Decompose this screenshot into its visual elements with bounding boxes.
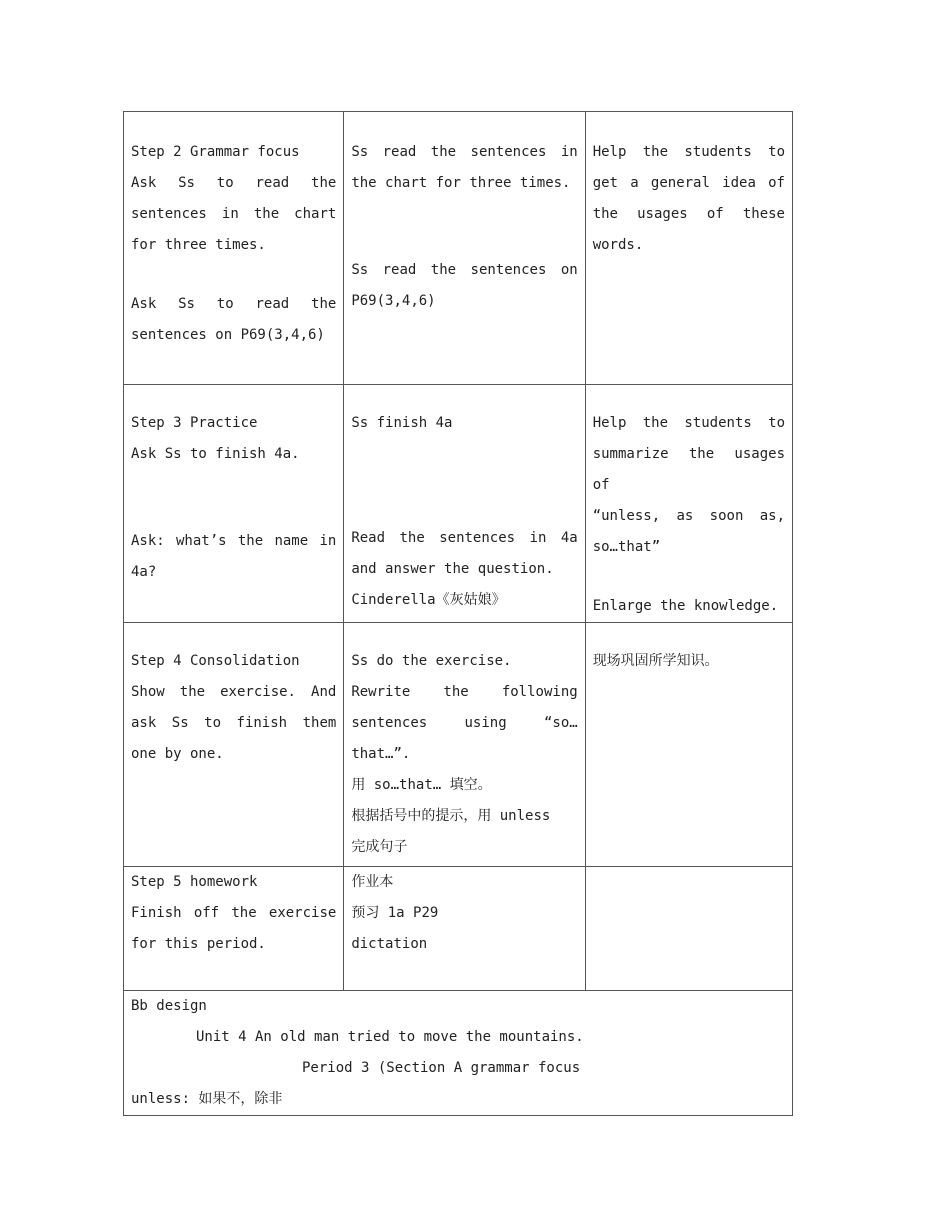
bb-unless-line: unless: 如果不，除非 <box>131 1091 283 1107</box>
blank-line <box>593 563 785 591</box>
text-line: for this period. <box>131 936 266 952</box>
text-line: Ss read the sentences on <box>351 262 578 278</box>
text-line: ask Ss to finish them <box>131 715 337 731</box>
text-line: Ss finish 4a <box>351 415 453 431</box>
text-line: 预习 1a P29 <box>351 905 439 921</box>
text-line: “unless, as soon as, <box>592 508 785 524</box>
blank-line <box>131 470 336 526</box>
text-line: dictation <box>351 936 428 952</box>
text-line: 作业本 <box>351 874 394 890</box>
text-line: the chart for three times. <box>351 175 571 191</box>
text-line: that…”. <box>351 746 411 762</box>
blank-line <box>131 261 336 289</box>
text-line: Finish off the exercise <box>131 905 337 921</box>
text-line: so…that” <box>592 539 661 555</box>
text-line: Read the sentences in 4a <box>351 530 578 546</box>
text-line: the usages of these <box>592 206 785 222</box>
table-row-step-4 <box>124 623 793 867</box>
text-line: summarize the usages of <box>592 446 785 493</box>
bb-period-line: Period 3 (Section A grammar focus <box>302 1060 581 1076</box>
teacher-activity-cell <box>124 623 344 867</box>
purpose-cell <box>585 385 792 623</box>
teacher-activity-cell <box>124 867 344 991</box>
table-row-bb-design <box>124 991 793 1116</box>
lesson-plan-table <box>123 111 793 1116</box>
text-line: get a general idea of <box>592 175 785 191</box>
bb-unit-line: Unit 4 An old man tried to move the mountains. <box>196 1029 584 1045</box>
text-line: Ss do the exercise. <box>351 653 512 669</box>
table-row-step-5 <box>124 867 793 991</box>
text-line: words. <box>592 237 644 253</box>
text-line: Ask Ss to read the <box>131 296 337 312</box>
text-line: Help the students to <box>592 415 785 431</box>
text-line: one by one. <box>131 746 224 762</box>
purpose-cell <box>585 112 792 385</box>
text-line: Cinderella《灰姑娘》 <box>351 592 506 608</box>
student-activity-cell <box>344 623 585 867</box>
text-line: Ask Ss to read the <box>131 175 337 191</box>
text-line: Ask: what’s the name in <box>131 533 337 549</box>
bb-design-title: Bb design <box>131 998 207 1014</box>
step-heading: Step 3 Practice <box>131 415 258 431</box>
teacher-activity-cell <box>124 112 344 385</box>
text-line: 用 so…that… 填空。 <box>351 777 492 793</box>
text-line: Enlarge the knowledge. <box>592 598 779 614</box>
text-line: P69(3,4,6) <box>351 293 436 309</box>
text-line: Ss read the sentences in <box>351 144 578 160</box>
purpose-cell <box>585 867 792 991</box>
text-line: sentences in the chart <box>131 206 337 222</box>
text-line: 4a? <box>131 564 157 580</box>
blank-line <box>351 199 577 255</box>
step-heading: Step 4 Consolidation <box>131 653 300 669</box>
text-line: 根据括号中的提示，用 unless <box>351 808 551 824</box>
text-line: for three times. <box>131 237 266 253</box>
purpose-cell <box>585 623 792 867</box>
text-line: Ask Ss to finish 4a. <box>131 446 300 462</box>
step-heading: Step 2 Grammar focus <box>131 144 300 160</box>
teacher-activity-cell <box>124 385 344 623</box>
student-activity-cell <box>344 385 585 623</box>
text-line: Show the exercise. And <box>131 684 337 700</box>
text-line: 现场巩固所学知识。 <box>592 653 719 669</box>
table-row-step-3 <box>124 385 793 623</box>
text-line: Rewrite the following <box>351 684 578 700</box>
blank-line <box>351 439 577 523</box>
bb-design-cell <box>124 991 793 1116</box>
text-line: sentences using “so… <box>351 715 578 731</box>
text-line: 完成句子 <box>351 839 408 855</box>
text-line: Help the students to <box>592 144 785 160</box>
text-line: and answer the question. <box>351 561 554 577</box>
text-line: sentences on P69(3,4,6) <box>131 327 325 343</box>
student-activity-cell <box>344 867 585 991</box>
step-heading: Step 5 homework <box>131 874 258 890</box>
student-activity-cell <box>344 112 585 385</box>
table-row-step-2 <box>124 112 793 385</box>
